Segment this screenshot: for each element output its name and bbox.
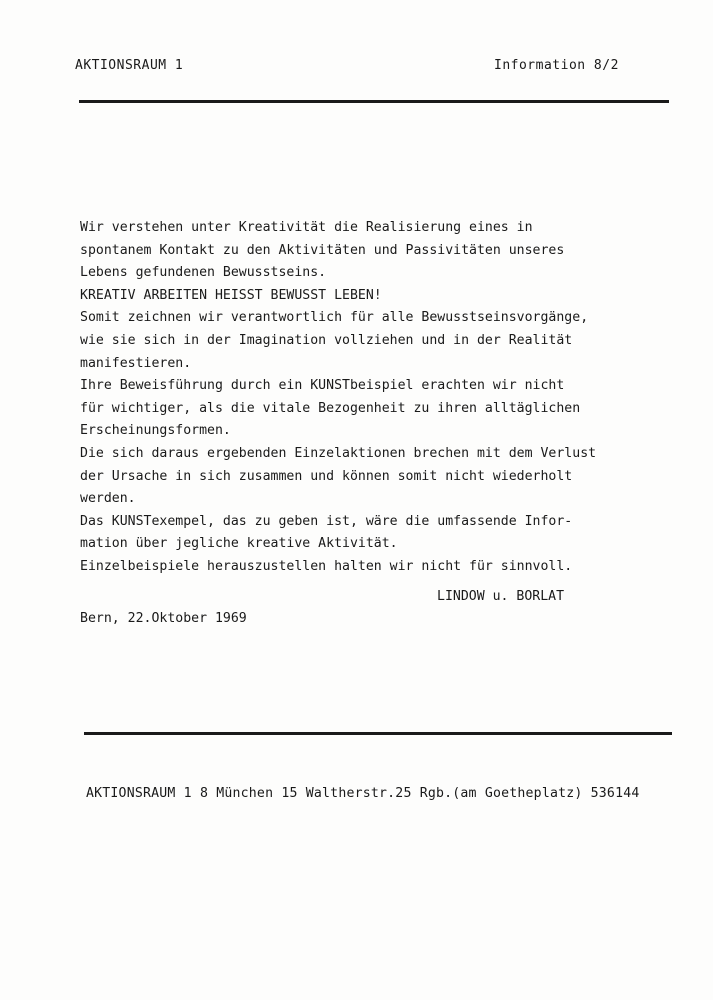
- text-line: Das KUNSTexempel, das zu geben ist, wäre die umfassende Infor-: [80, 513, 573, 529]
- text-line: manifestieren.: [80, 355, 192, 371]
- text-line: werden.: [80, 491, 136, 507]
- text-line: Wir verstehen unter Kreativität die Realisierung eines in: [80, 220, 533, 235]
- text-line: Somit zeichnen wir verantwortlich für alle Bewusstseinsvorgänge,: [80, 310, 589, 326]
- place-date: Bern, 22.Oktober 1969: [80, 611, 247, 626]
- top-divider: [79, 100, 669, 103]
- text-line: Die sich daraus ergebenden Einzelaktionen brechen mit dem Verlust: [80, 445, 597, 461]
- text-line: der Ursache in sich zusammen und können somit nicht wiederholt: [80, 468, 573, 484]
- text-line: wie sie sich in der Imagination vollziehen und in der Realität: [80, 332, 573, 348]
- text-line: Erscheinungsformen.: [80, 423, 231, 439]
- bottom-divider: [84, 732, 672, 735]
- text-line: mation über jegliche kreative Aktivität.: [80, 536, 398, 552]
- footer-address: AKTIONSRAUM 1 8 München 15 Waltherstr.25 Rgb.(am Goetheplatz) 536144: [86, 786, 640, 801]
- text-line: Ihre Beweisführung durch ein KUNSTbeispiel erachten wir nicht: [80, 378, 565, 394]
- signature-names: LINDOW u. BORLAT: [437, 589, 565, 604]
- header-info-number: Information 8/2: [494, 58, 619, 73]
- text-line: KREATIV ARBEITEN HEISST BEWUSST LEBEN!: [80, 287, 382, 303]
- header-organization: AKTIONSRAUM 1: [75, 58, 184, 73]
- manifesto-text: [80, 217, 680, 579]
- text-line: Lebens gefundenen Bewusstseins.: [80, 265, 327, 281]
- text-line: spontanem Kontakt zu den Aktivitäten und Passivitäten unseres: [80, 242, 565, 258]
- text-line: Einzelbeispiele herauszustellen halten wir nicht für sinnvoll.: [80, 558, 573, 574]
- text-line: für wichtiger, als die vitale Bezogenheit zu ihren alltäglichen: [80, 400, 581, 416]
